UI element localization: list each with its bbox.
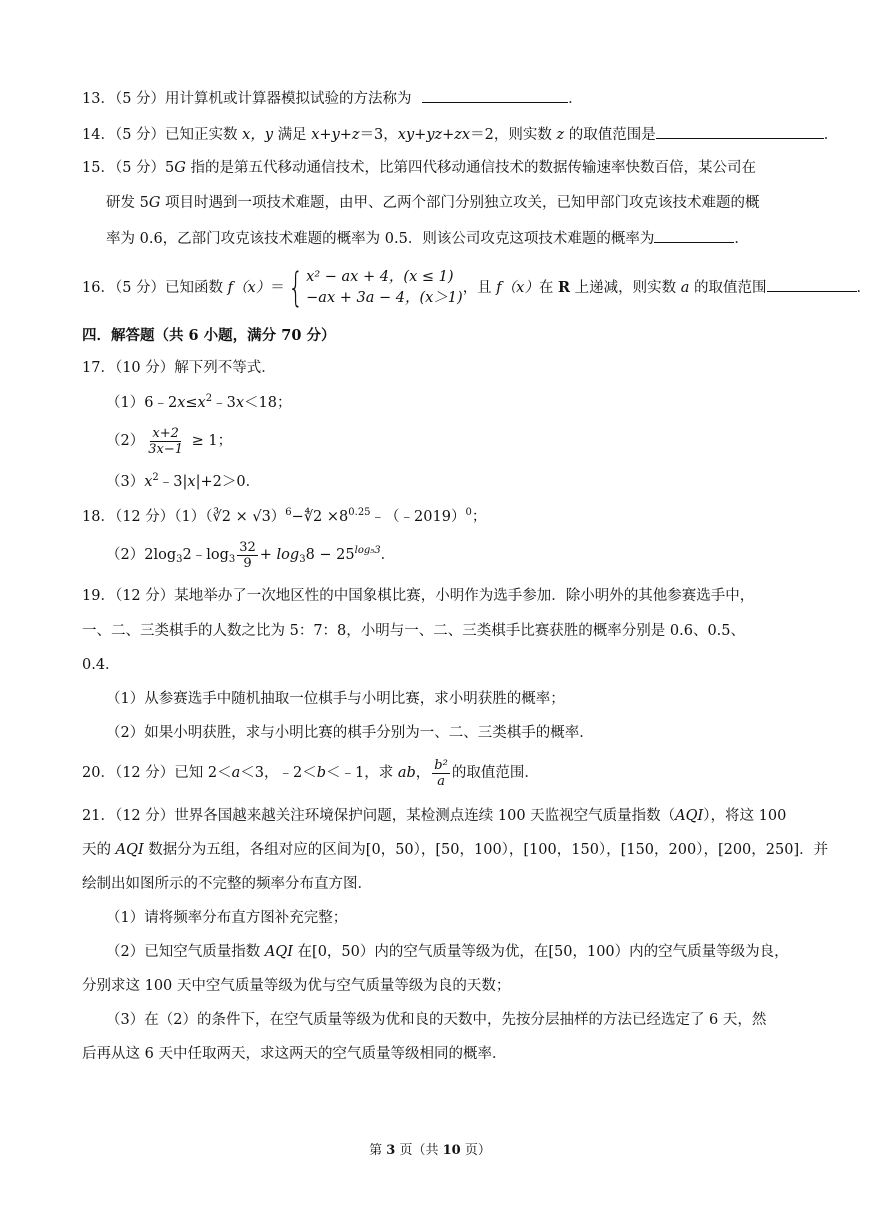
fraction: $\frac{32}{9}$ xyxy=(239,539,256,571)
question-17-part3: $(3)x^2﹣3|x|+2>0$． xyxy=(106,472,261,490)
question-18-part1: 18．（12 分）（1）（∛2 × √3）$^6$−∜2 $\times 8^{0.25}﹣(﹣2019)^0$； xyxy=(82,507,487,525)
question-19-part2: （2）如果小明获胜，求与小明比赛的棋手分别为一、二、三类棋手的概率． xyxy=(106,725,594,741)
question-21-line2: 天的 AQI 数据分为五组，各组对应的区间为[0，50），[50，100），[100，150），[150，200），[200，250]．并 xyxy=(82,842,829,858)
answer-blank xyxy=(656,124,824,139)
question-21-part3-line2: 后再从这 6 天中任取两天，求这两天的空气质量等级相同的概率． xyxy=(82,1046,507,1062)
question-21-part2: （2）已知空气质量指数 AQI 在[0，50）内的空气质量等级为优，在[50，100）内的空气质量等级为良， xyxy=(106,944,789,960)
question-17: 17．（10 分）解下列不等式． xyxy=(82,360,276,376)
page-footer: 第 3 页（共 10 页） xyxy=(369,1143,491,1158)
question-19-line2: 一、二、三类棋手的人数之比为 5：7：8，小明与一、二、三类棋手比赛获胜的概率分别是 0.6、0.5、 xyxy=(82,623,746,639)
question-20: 20．（12 分）已知 2＜a＜3，﹣2＜b＜﹣1，求 ab， $\frac{\text{b²}}{a}$ 的取值范围． xyxy=(82,757,539,789)
section-heading: 四．解答题（共 6 小题，满分 70 分） xyxy=(82,327,336,344)
question-15-line2: 研发 5G 项目时遇到一项技术难题，由甲、乙两个部门分别独立攻关，已知甲部门攻克该技术难题的概 xyxy=(106,195,760,211)
question-21-part2-line2: 分别求这 100 天中空气质量等级为优与空气质量等级为良的天数； xyxy=(82,978,511,994)
question-21-part1: （1）请将频率分布直方图补充完整； xyxy=(106,910,348,926)
question-13: 13．（5 分）用计算机或计算器模拟试验的方法称为 ． xyxy=(82,88,583,109)
question-17-part2: （2） $\frac{x+2}{3x-1}$ ≥ 1； xyxy=(106,425,233,457)
fraction: $\frac{x+2}{3x-1}$ xyxy=(148,425,184,457)
question-14: 14．（5 分）已知正实数 x，y 满足 x+y+z＝3，xy+yz+zx＝2，则实数 z 的取值范围是 ． xyxy=(82,124,838,145)
question-21-line3: 绘制出如图所示的不完整的频率分布直方图． xyxy=(82,876,372,892)
answer-blank xyxy=(767,277,857,292)
piecewise-brace: { xyxy=(287,265,304,311)
fraction: $\frac{\text{b²}}{a}$ xyxy=(434,757,448,789)
question-16: 16．（5 分）已知函数 f（x）＝{ x² − ax + 4，(x ≤ 1) −ax + 3a − 4，(x＞1) ，且 f（x）在 R 上递减，则实数 a 的取值范围 ． xyxy=(82,265,871,311)
answer-blank xyxy=(654,228,734,243)
question-19-line1: 19．（12 分）某地举办了一次地区性的中国象棋比赛，小明作为选手参加．除小明外的其他参赛选手中， xyxy=(82,588,755,604)
question-15-line3: 率为 0.6，乙部门攻克该技术难题的概率为 0.5．则该公司攻克这项技术难题的概率为 ． xyxy=(106,228,749,249)
answer-blank xyxy=(422,88,568,103)
question-21-line1: 21．（12 分）世界各国越来越关注环境保护问题，某检测点连续 100 天监视空气质量指数（AQI），将这 100 xyxy=(82,808,787,824)
question-19-part1: （1）从参赛选手中随机抽取一位棋手与小明比赛，求小明获胜的概率； xyxy=(106,691,565,707)
question-19-line3: 0.4． xyxy=(82,657,120,673)
piecewise-cases: x² − ax + 4，(x ≤ 1) −ax + 3a − 4，(x＞1) xyxy=(306,269,463,306)
question-15-line1: 15．（5 分）5G 指的是第五代移动通信技术，比第四代移动通信技术的数据传输速率快数百倍，某公司在 xyxy=(82,160,756,176)
question-17-part1: $(1)6﹣2x\le x^2﹣3x<18$； xyxy=(106,393,292,411)
question-18-part2: $(2)2\log_32﹣\log_3$ $\frac{32}{9}$ + $\log_38 - 25^{log_53}$． xyxy=(106,539,396,571)
question-21-part3-line1: （3）在（2）的条件下，在空气质量等级为优和良的天数中，先按分层抽样的方法已经选定了 6 天，然 xyxy=(106,1012,767,1028)
